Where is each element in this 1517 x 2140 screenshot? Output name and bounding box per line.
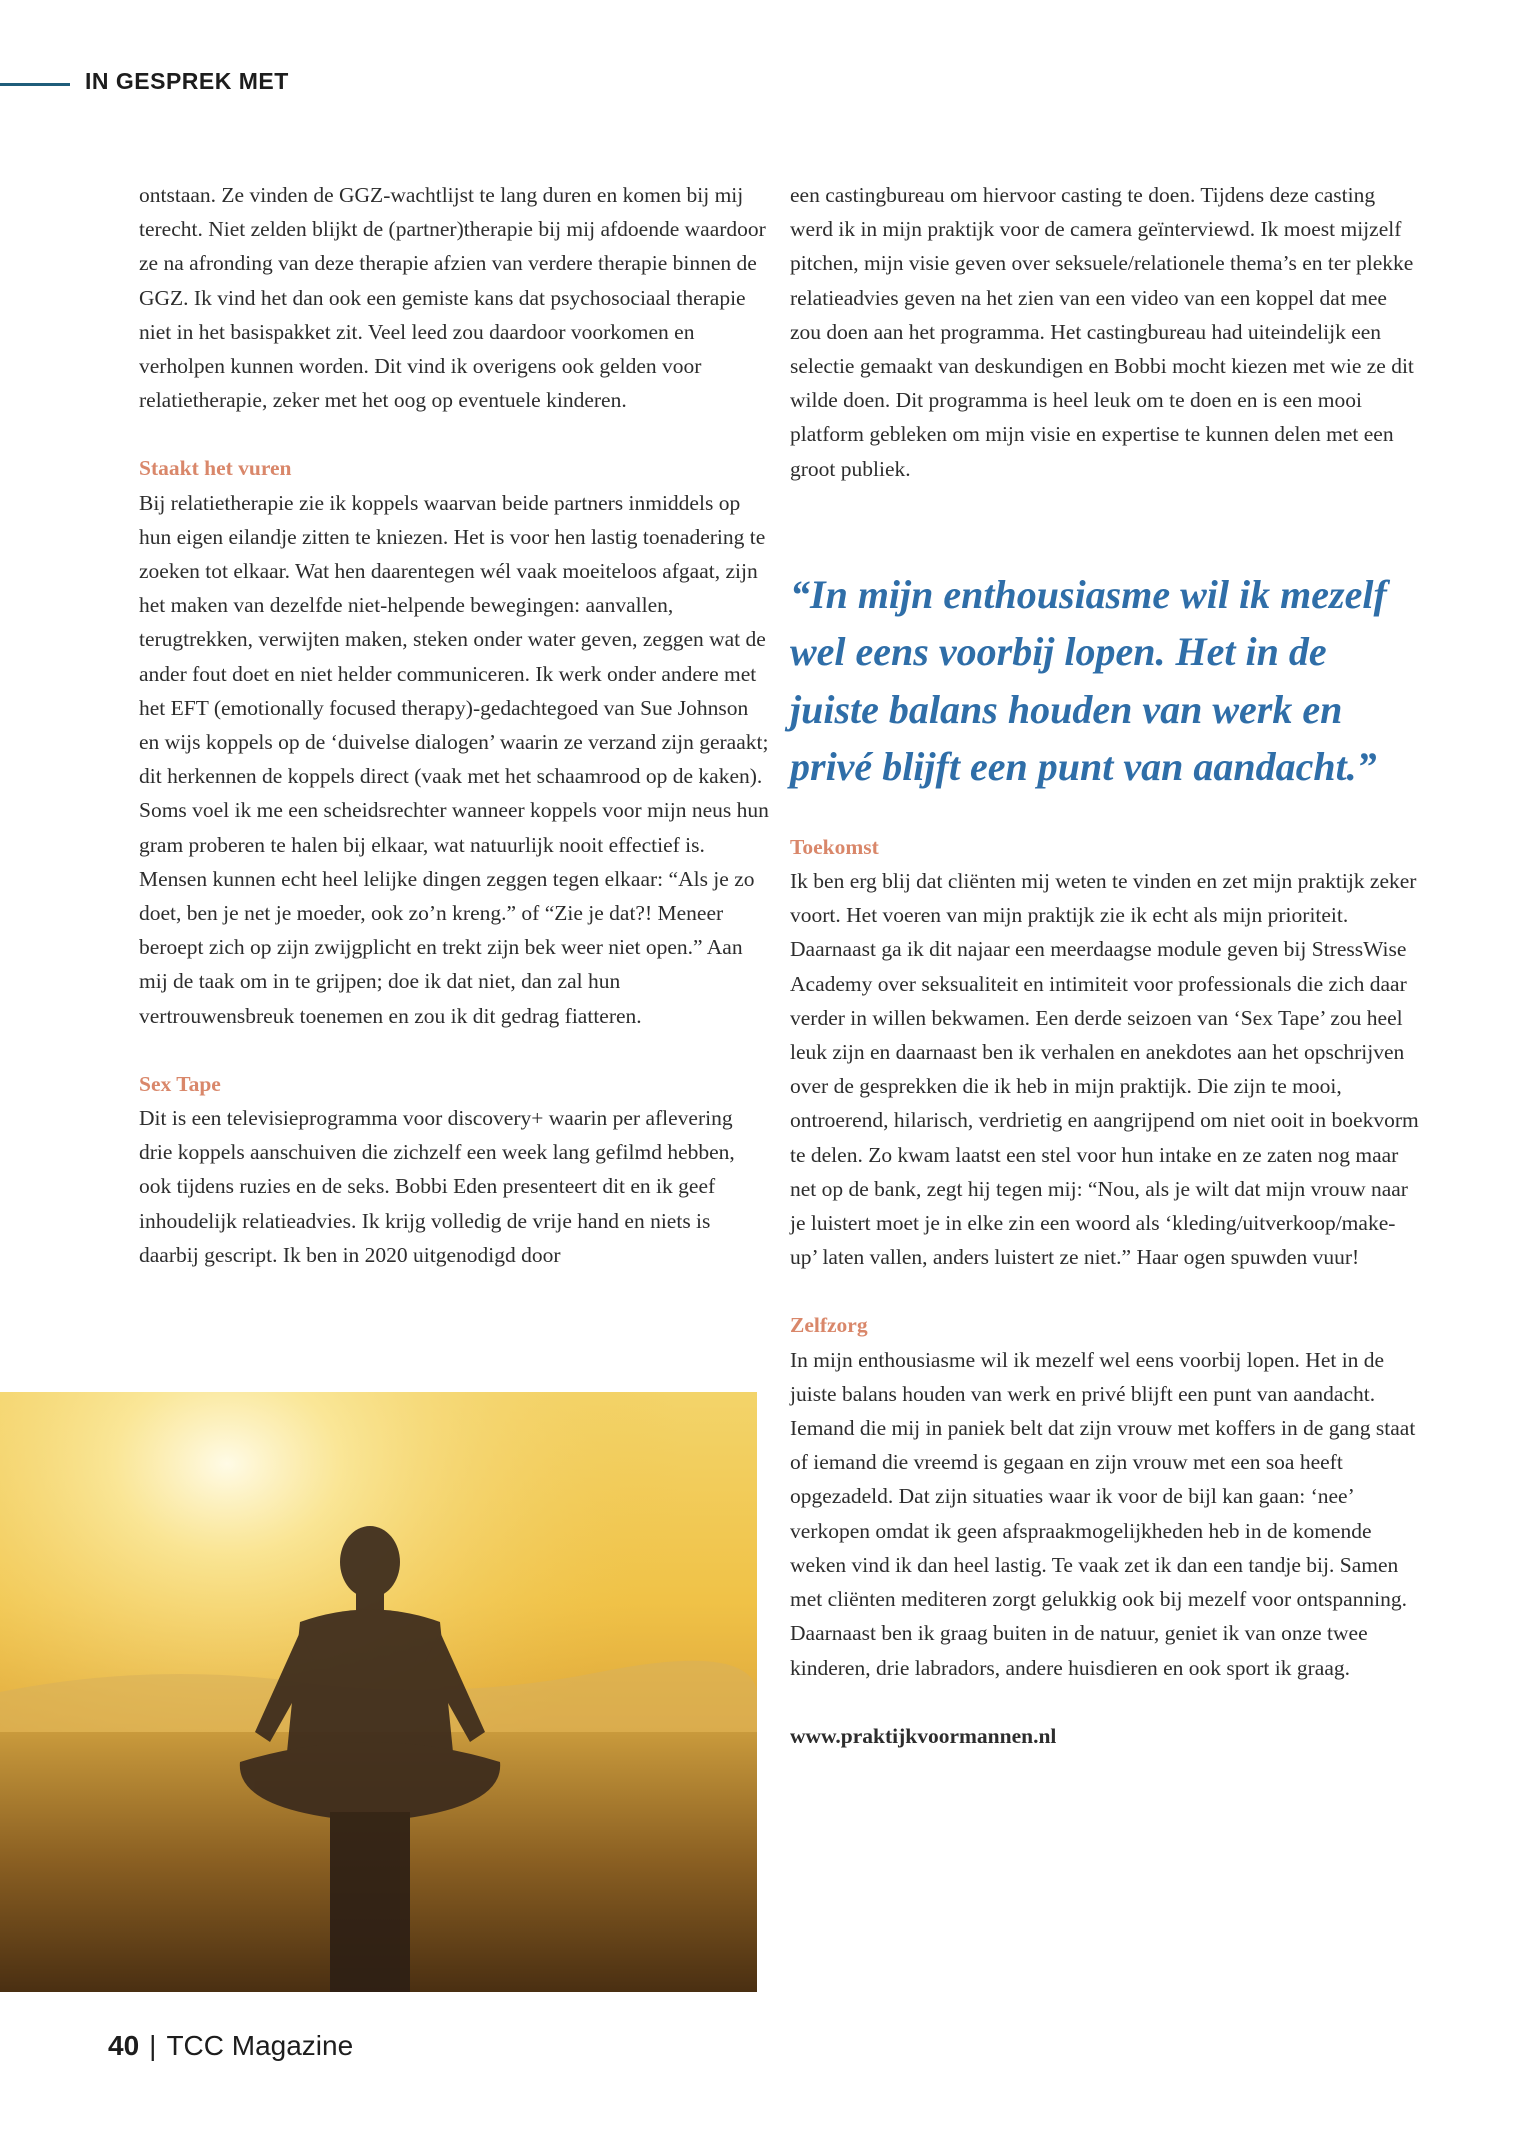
page-footer <box>108 2030 353 2062</box>
right-column <box>790 178 1420 1753</box>
heading-toekomst: Toekomst <box>790 834 879 859</box>
left-column <box>139 178 769 1272</box>
header-rule <box>0 83 70 86</box>
footer-separator: | <box>149 2030 157 2061</box>
page-number: 40 <box>108 2030 140 2061</box>
intro-paragraph: ontstaan. Ze vinden de GGZ-wachtlijst te lang duren en komen bij mij terecht. Niet zelden blijkt de (partner)therapie bij mij afdoende waardoor ze na afronding van deze therapie afzien van verdere therapie binnen de GGZ. Ik vind het dan ook een gemiste kans dat psychosociaal therapie niet in het basispakket zit. Veel leed zou daardoor voorkomen en verholpen kunnen worden. Dit vind ik overigens ook gelden voor relatietherapie, zeker met het oog op eventuele kinderen. <box>139 183 766 413</box>
paragraph-zelfzorg: In mijn enthousiasme wil ik mezelf wel eens voorbij lopen. Het in de juiste balans houden van werk en privé blijft een punt van aandacht. Iemand die mij in paniek belt dat zijn vrouw met koffers in de gang staat of iemand die vreemd is gegaan en zijn vrouw met een soa heeft opgezadeld. Dat zijn situaties waar ik voor de bijl kan gaan: ‘nee’ verkopen omdat ik geen afspraakmogelijkheden heb in de komende weken vind ik dan heel lastig. Te vaak zet ik dan een tandje bij. Samen met cliënten mediteren zorgt gelukkig ook bij mezelf voor ontspanning. Daarnaast ben ik graag buiten in de natuur, geniet ik van onze twee kinderen, drie labradors, andere huisdieren en ook sport ik graag. <box>790 1347 1416 1680</box>
paragraph-toekomst: Ik ben erg blij dat cliënten mij weten te vinden en zet mijn praktijk zeker voort. Het voeren van mijn praktijk zie ik echt als mijn prioriteit. Daarnaast ga ik dit najaar een meerdaagse module geven bij StressWise Academy over seksualiteit en intimiteit voor professionals die zich daar verder in willen bekwamen. Een derde seizoen van ‘Sex Tape’ zou heel leuk zijn en daarnaast ben ik verhalen en anekdotes aan het opschrijven over de gesprekken die ik heb in mijn praktijk. Die zijn te mooi, ontroerend, hilarisch, verdrietig en aangrijpend om niet ooit in boekvorm te delen. Zo kwam laatst een stel voor hun intake en ze zaten nog maar net op de bank, zegt hij tegen mij: “Nou, als je wilt dat mijn vrouw naar je luistert moet je in elke zin een woord als ‘kleding/uitverkoop/make-up’ laten vallen, anders luistert ze niet.” Haar ogen spuwden vuur! <box>790 869 1419 1270</box>
section-title: IN GESPREK MET <box>85 68 289 94</box>
heading-staakt-het-vuren: Staakt het vuren <box>139 456 292 481</box>
paragraph-sex-tape: Dit is een televisieprogramma voor discovery+ waarin per aflevering drie koppels aanschuiven die zichzelf een week lang gefilmd hebben, ook tijdens ruzies en de seks. Bobbi Eden presenteert dit en ik geef inhoudelijk relatieadvies. Ik krijg volledig de vrije hand en niets is daarbij gescript. Ik ben in 2020 uitgenodigd door <box>139 1106 735 1267</box>
pull-quote: “In mijn enthousiasme wil ik mezelf wel eens voorbij lopen. Het in de juiste balans houden van werk en privé blijft een punt van aandacht.” <box>790 571 1387 790</box>
meditation-photo <box>0 1392 757 1992</box>
magazine-name: TCC Magazine <box>166 2030 354 2061</box>
paragraph-staakt-het-vuren: Bij relatietherapie zie ik koppels waarvan beide partners inmiddels op hun eigen eilandje zitten te kniezen. Het is voor hen lastig toenadering te zoeken tot elkaar. Wat hen daarentegen wél vaak moeiteloos afgaat, zijn het maken van dezelfde niet-helpende bewegingen: aanvallen, terugtrekken, verwijten maken, steken onder water geven, zeggen wat de ander fout doet en niet helder communiceren. Ik werk onder andere met het EFT (emotionally focused therapy)-gedachtegoed van Sue Johnson en wijs koppels op de ‘duivelse dialogen’ waarin ze verzand zijn geraakt; dit herkennen de koppels direct (vaak met het schaamrood op de kaken). Soms voel ik me een scheidsrechter wanneer koppels voor mijn neus hun gram proberen te halen bij elkaar, wat natuurlijk nooit effectief is. Mensen kunnen echt heel lelijke dingen zeggen tegen elkaar: “Als je zo doet, ben je net je moeder, ook zo’n kreng.” of “Zie je dat?! Meneer beroept zich op zijn zwijgplicht en trekt zijn bek weer niet open.” Aan mij de taak om in te grijpen; doe ik dat niet, dan zal hun vertrouwensbreuk toenemen en zou ik dit gedrag fiatteren. <box>139 490 769 1028</box>
continued-paragraph: een castingbureau om hiervoor casting te doen. Tijdens deze casting werd ik in mijn praktijk voor de camera geïnterviewd. Ik moest mijzelf pitchen, mijn visie geven over seksuele/relationele thema’s en ter plekke relatieadvies geven na het zien van een video van een koppel dat mee zou doen aan het programma. Het castingbureau had uiteindelijk een selectie gemaakt van deskundigen en Bobbi mocht kiezen met wie ze dit wilde doen. Dit programma is heel leuk om te doen en is een mooi platform gebleken om mijn visie en expertise te kunnen delen met een groot publiek. <box>790 183 1414 481</box>
heading-zelfzorg: Zelfzorg <box>790 1313 868 1338</box>
website-link[interactable]: www.praktijkvoormannen.nl <box>790 1723 1057 1748</box>
heading-sex-tape: Sex Tape <box>139 1071 221 1096</box>
